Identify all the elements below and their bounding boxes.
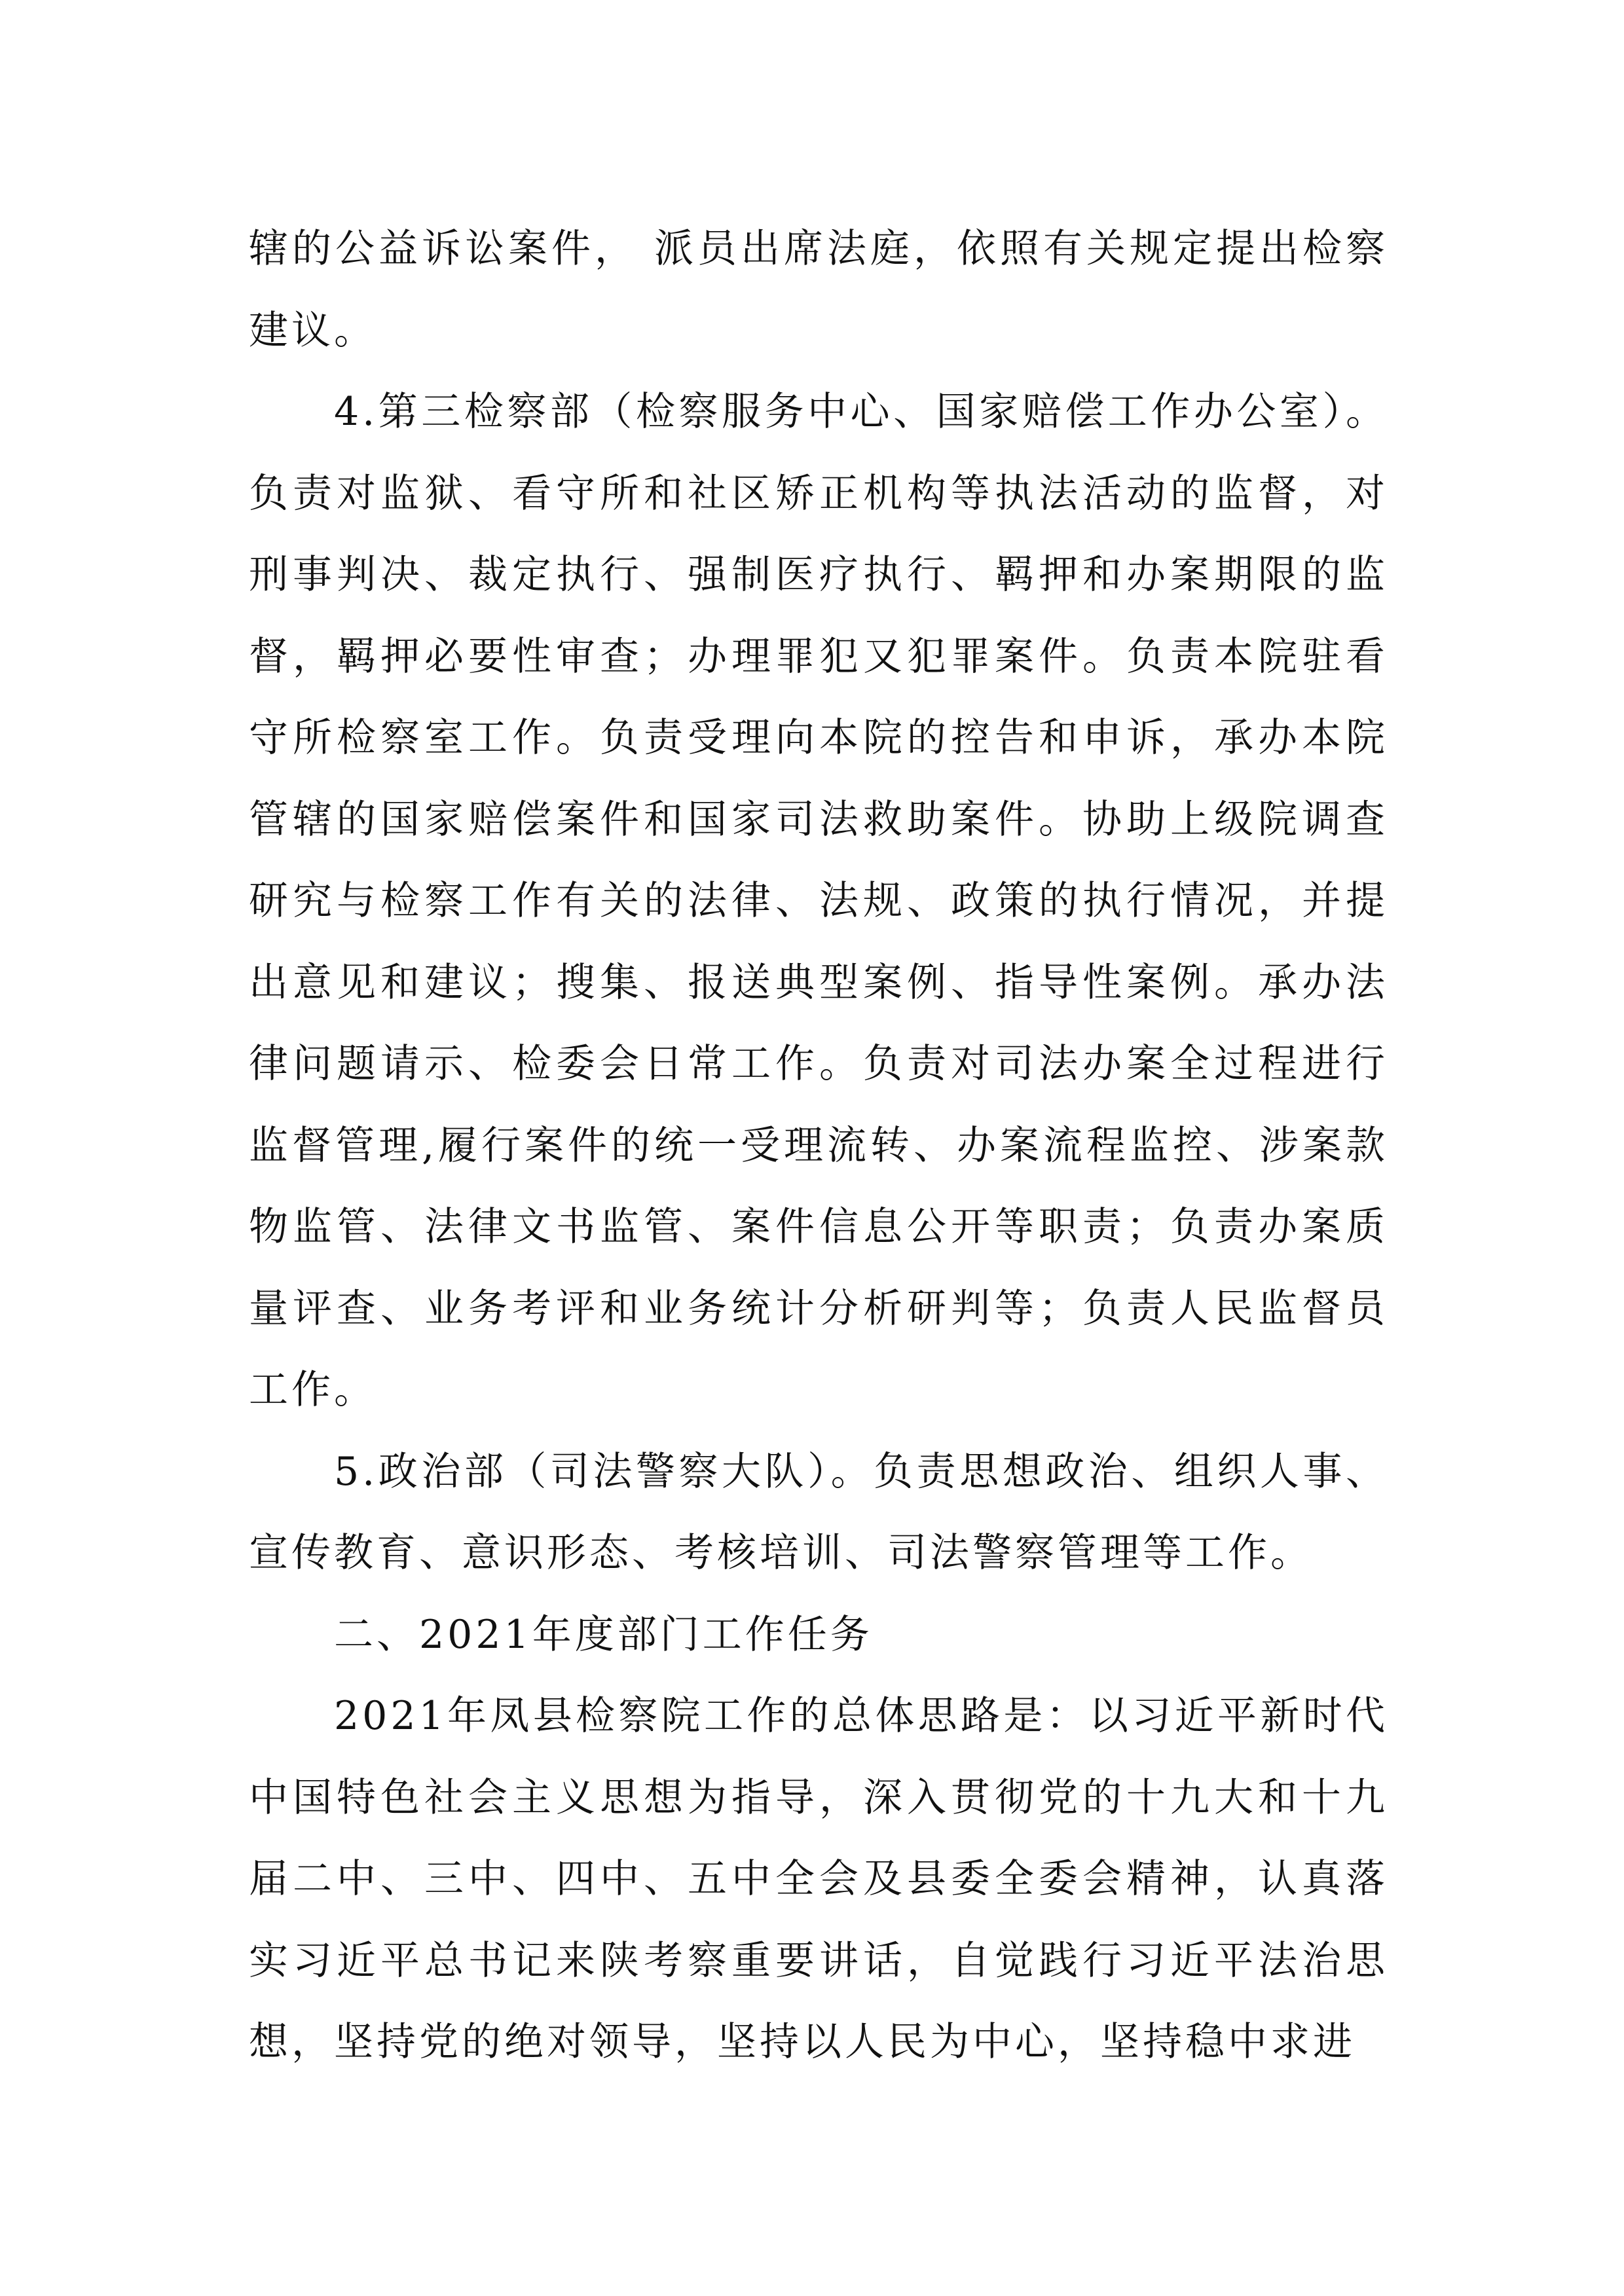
- section-heading-2021-tasks: 二、2021年度部门工作任务: [334, 1611, 873, 1658]
- paragraph-third-procuratorate-department: 4.第三检察部（检察服务中心、国家赔偿工作办公室）。负责对监狱、看守所和社区矫正机构等执法活动的监督，对刑事判决、裁定执行、强制医疗执行、羁押和办案期限的监督，羁押必要性审查；办理罪犯又犯罪案件。负责本院驻看守所检察室工作。负责受理向本院的控告和申诉，承办本院管辖的国家赔偿案件和国家司法救助案件。协助上级院调查研究与检察工作有关的法律、法规、政策的执行情况，并提出意见和建议；搜集、报送典型案例、指导性案例。承办法律问题请示、检委会日常工作。负责对司法办案全过程进行监督管理,履行案件的统一受理流转、办案流程监控、涉案款物监管、法律文书监管、案件信息公开等职责；负责办案质量评查、业务考评和业务统计分析研判等；负责人民监督员工作。: [249, 389, 1388, 1413]
- paragraph-2021-overall-approach: 2021年凤县检察院工作的总体思路是：以习近平新时代中国特色社会主义思想为指导，深入贯彻党的十九大和十九届二中、三中、四中、五中全会及县委全委会精神，认真落实习近平总书记来陕考察重要讲话，自觉践行习近平法治思想，坚持党的绝对领导，坚持以人民为中心，坚持稳中求进: [249, 1693, 1388, 2065]
- paragraph-public-interest-continuation: 辖的公益诉讼案件， 派员出席法庭，依照有关规定提出检察建议。: [249, 226, 1388, 354]
- paragraph-political-department: 5.政治部（司法警察大队）。负责思想政治、组织人事、宣传教育、意识形态、考核培训、司法警察管理等工作。: [249, 1448, 1388, 1576]
- document-body: [249, 208, 1388, 2083]
